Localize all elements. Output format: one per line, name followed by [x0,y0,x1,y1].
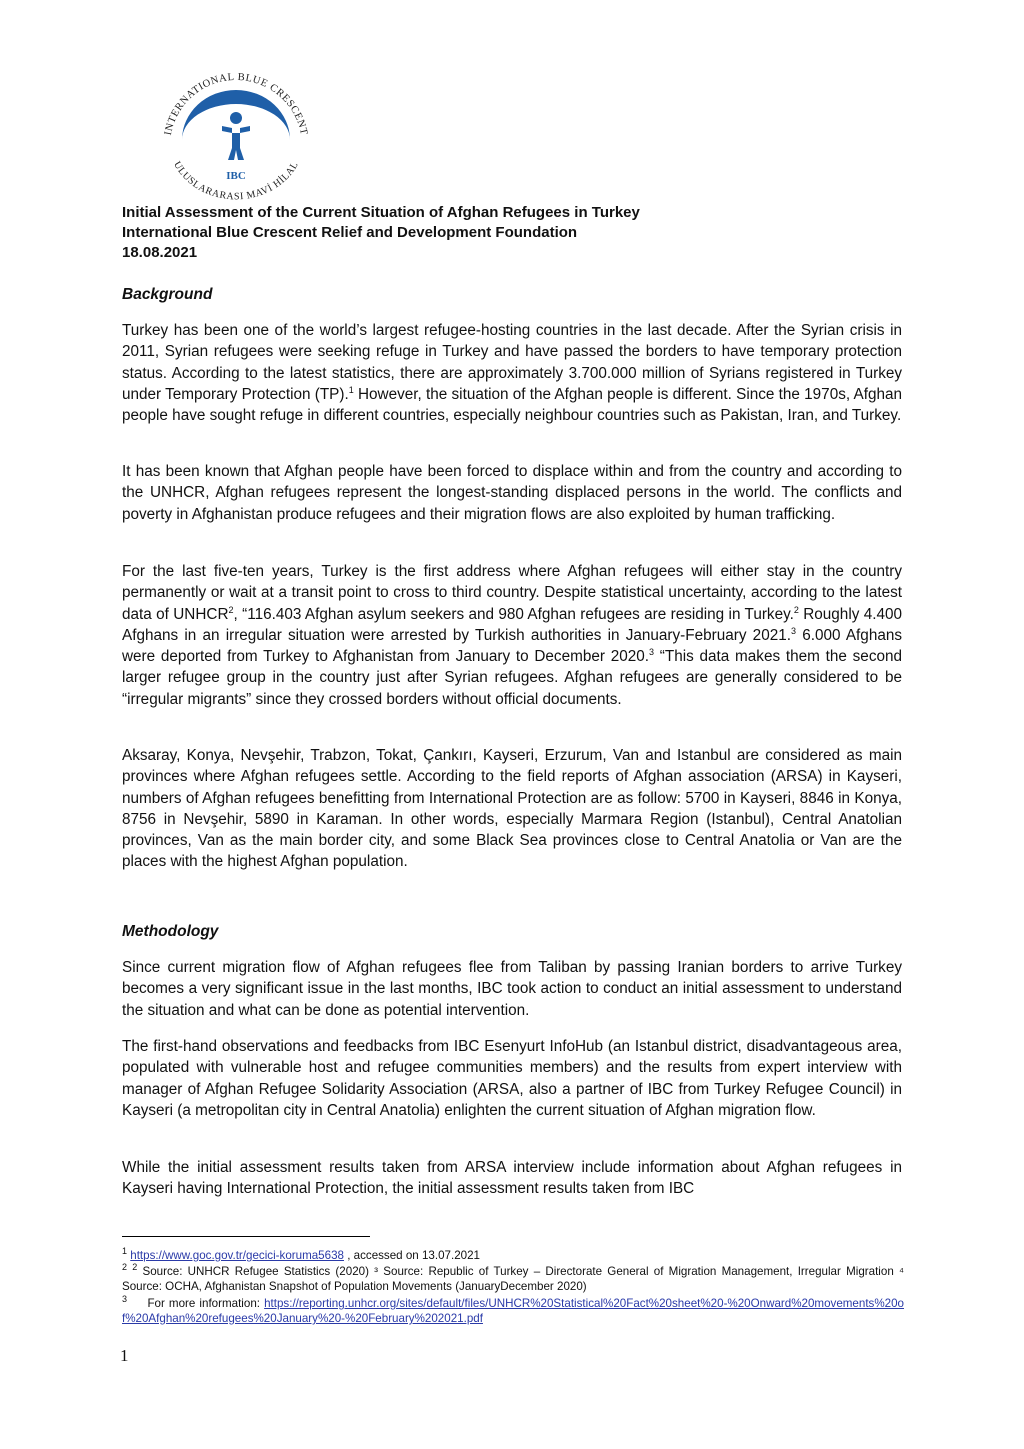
footnote-ref[interactable]: 2 [228,604,234,615]
ibc-logo [148,52,324,208]
person-icon [222,112,250,160]
document-title: Initial Assessment of the Current Situation of Afghan Refugees in Turkey [122,204,640,221]
background-heading: Background [122,286,213,303]
page-number: 1 [120,1346,129,1365]
footnote-3: $^3$ For more information: https://reporting.unhcr.org/sites/default/files/UNHCR%20Statistical%20Fact%20sheet%20-%20Onward%20movements%20of%20Afghan%20refugees%20January%20-%20February%202021.pdf [122,1294,905,1325]
methodology-paragraph-1: Since current migration flow of Afghan refugees flee from Taliban by passing Iranian borders to arrive Turkey becomes a very significant issue in the last months, IBC took action to conduct an initial assessment to understand the situation and what can be done as potential intervention. [122,959,902,1019]
footnote-2: $^2$ $^2$ Source: UNHCR Refugee Statistics (2020) ³ Source: Republic of Turkey – Directorate General of Migration Management, Irregular Migration ⁴ Source: OCHA, Afghanistan Snapshot of Population Movements (JanuaryDecember 2020) [122,1262,904,1293]
methodology-paragraph-3: While the initial assessment results taken from ARSA interview include information about Afghan refugees in Kayseri having International Protection, the initial assessment results taken from IBC [122,1159,902,1198]
background-paragraph-4: Aksaray, Konya, Nevşehir, Trabzon, Tokat, Çankırı, Kayseri, Erzurum, Van and Istanbul are considered as main provinces where Afghan refugees settle. According to the field reports of Afghan association (ARSA) in Kayseri, numbers of Afghan refugees benefitting from International Protection are as follow: 5700 in Kayseri, 8846 in Konya, 8756 in Nevşehir, 5890 in Karaman. In other words, especially Marmara Region (Istanbul), Central Anatolian provinces, Van as the main border city, and some Black Sea provinces close to Central Anatolia or Van are the places with the highest Afghan population. [122,747,902,871]
organization-name: International Blue Crescent Relief and Development Foundation [122,224,578,241]
logo-top-text: INTERNATIONAL BLUE CRESCENT [162,71,310,137]
logo-center-text: IBC [226,170,246,182]
footnote-3-link[interactable]: https://reporting.unhcr.org/sites/default/files/UNHCR%20Statistical%20Fact%20sheet%20-%20Onward%20movements%20of%20Afghan%20refugees%20January%20-%20February%202021.pdf [122,1297,905,1325]
background-paragraph-1: Turkey has been one of the world’s largest refugee-hosting countries in the last decade. After the Syrian crisis in 2011, Syrian refugees were seeking refuge in Turkey and have passed the borders to have temporary protection status. According to the latest statistics, there are approximately 3.700.000 million of Syrians registered in Turkey under Temporary Protection (TP).$^1$ However, the situation of the Afghan people is different. Since the 1970s, Afghan people have sought refuge in different countries, especially neighbour countries such as Pakistan, Iran, and Turkey. [122,322,902,425]
document-date: 18.08.2021 [122,244,198,261]
footnote-ref[interactable]: 1 [348,384,354,395]
footnote-ref[interactable]: 3 [790,625,796,636]
footnote-1: $^1$ https://www.goc.gov.tr/gecici-koruma5638 , accessed on 13.07.2021 [122,1246,480,1262]
footnote-divider [122,1236,370,1237]
document-header [122,203,922,263]
methodology-paragraph-2: The first-hand observations and feedbacks from IBC Esenyurt InfoHub (an Istanbul district, disadvantageous area, populated with vulnerable host and refugee communities members) and the results from expert interview with manager of Afghan Refugee Solidarity Association (ARSA, also a partner of IBC from Turkey Refugee Council) in Kayseri (a metropolitan city in Central Anatolia) enlighten the current situation of Afghan migration flow. [122,1038,902,1119]
footnote-ref[interactable]: 3 [648,647,654,658]
background-paragraph-2: It has been known that Afghan people have been forced to displace within and from the country and according to the UNHCR, Afghan refugees represent the longest-standing displaced persons in the world. The conflicts and poverty in Afghanistan produce refugees and their migration flows are also exploited by human trafficking. [122,463,902,523]
background-paragraph-3: For the last five-ten years, Turkey is the first address where Afghan refugees will either stay in the country permanently or wait at a transit point to cross to third country. Despite statistical uncertainty, according to the latest data of UNHCR$^2$, “116.403 Afghan asylum seekers and 980 Afghan refugees are residing in Turkey.$^2$ Roughly 4.400 Afghans in an irregular situation were arrested by Turkish authorities in January-February 2021.$^3$ 6.000 Afghans were deported from Turkey to Afghanistan from January to December 2020.$^3$ “This data makes them the second larger refugee group in the country just after Syrian refugees. Afghan refugees are generally considered to be “irregular migrants” since they crossed borders without official documents. [122,563,903,708]
footnote-1-link[interactable]: https://www.goc.gov.tr/gecici-koruma5638 [130,1249,344,1262]
logo-bottom-text: ULUSLARARASI MAVİ HİLAL [171,159,301,203]
methodology-heading: Methodology [122,923,219,940]
footnote-ref[interactable]: 2 [793,604,799,615]
